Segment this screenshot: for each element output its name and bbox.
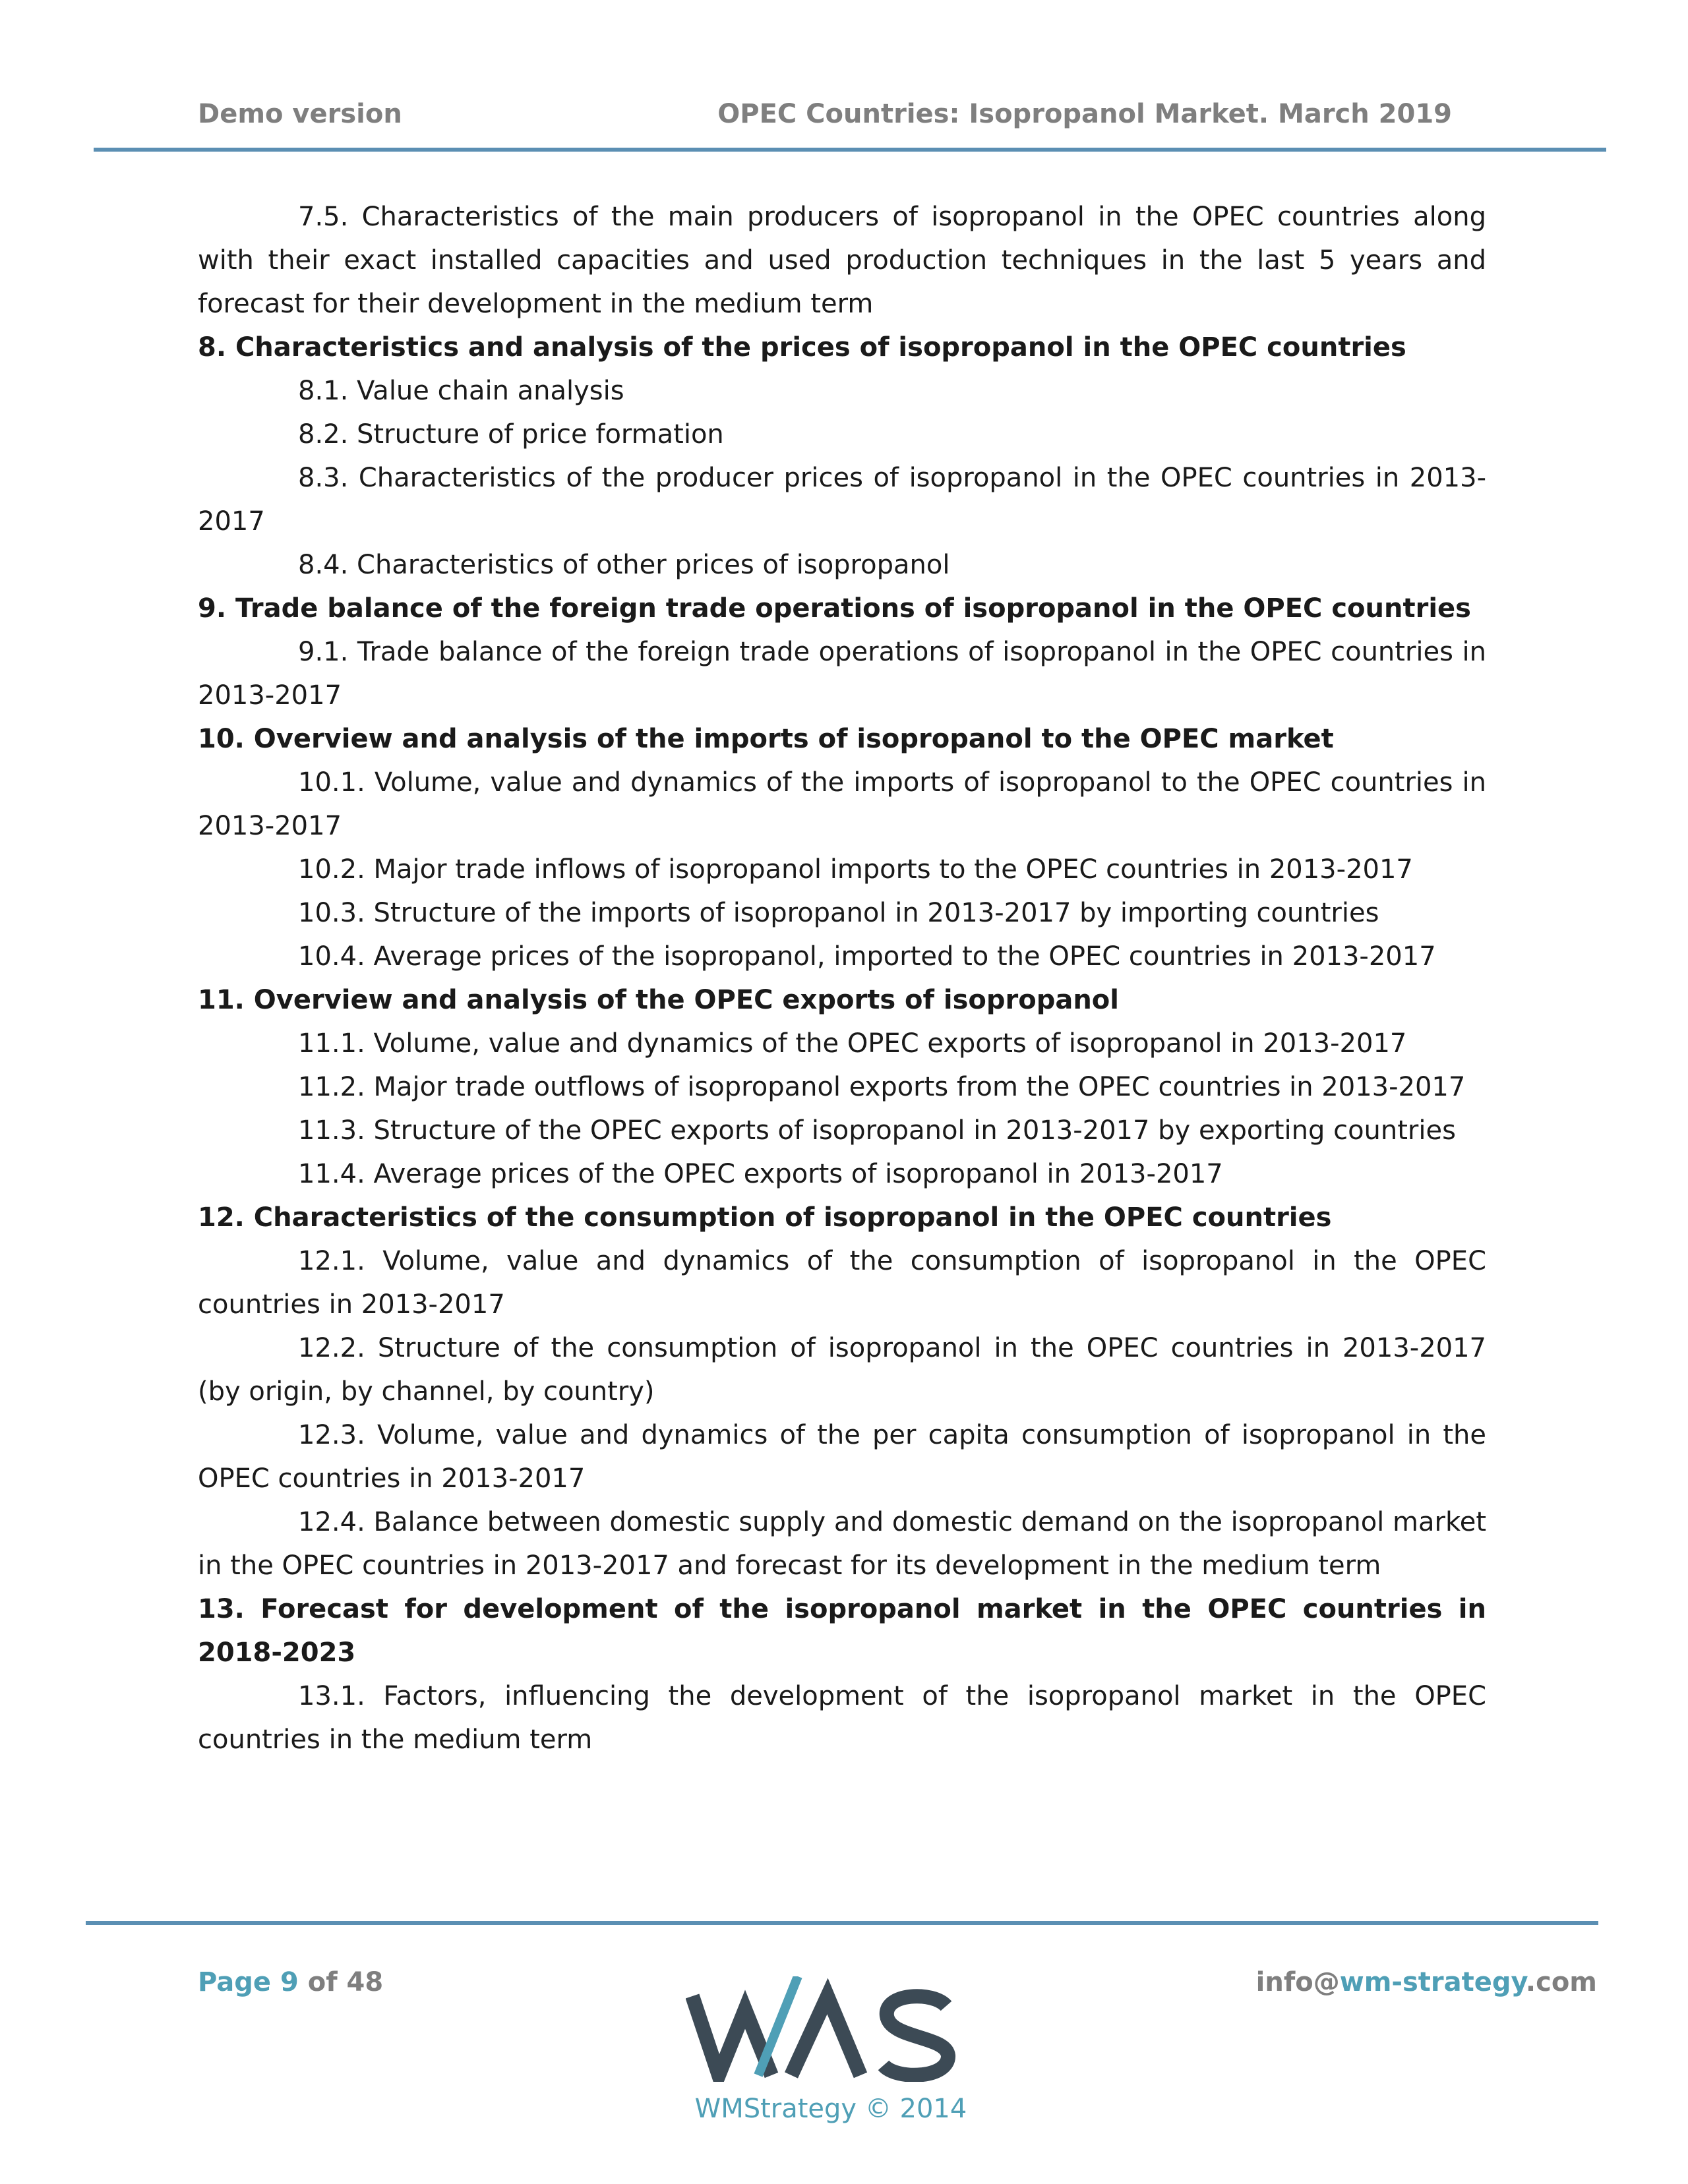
- toc-subsection-item: 11.2. Major trade outflows of isopropanol exports from the OPEC countries in 2013-2017: [298, 1072, 1466, 1102]
- page-number: Page 9 of 48: [198, 1967, 384, 1997]
- table-of-contents: [198, 195, 1486, 1761]
- toc-subsection-item: 11.3. Structure of the OPEC exports of isopropanol in 2013-2017 by exporting countries: [298, 1115, 1456, 1146]
- toc-subsection-item: 13.1. Factors, influencing the development of the isopropanol market in the OPEC countries in the medium term: [198, 1681, 1486, 1755]
- header-left: Demo version: [198, 99, 402, 129]
- toc-subsection-item: 7.5. Characteristics of the main producers of isopropanol in the OPEC countries along with their exact installed capacities and used production techniques in the last 5 years and forecast for their development in the medium term: [198, 202, 1486, 319]
- toc-subsection-item: 10.3. Structure of the imports of isopropanol in 2013-2017 by importing countries: [298, 898, 1379, 928]
- toc-section-heading: 8. Characteristics and analysis of the prices of isopropanol in the OPEC countries: [198, 332, 1406, 363]
- toc-subsection-item: 12.2. Structure of the consumption of isopropanol in the OPEC countries in 2013-2017 (by origin, by channel, by country): [198, 1333, 1486, 1407]
- header-title: OPEC Countries: Isopropanol Market. March 2019: [717, 99, 1452, 129]
- page-header: [198, 99, 1452, 129]
- toc-section-heading: 13. Forecast for development of the isopropanol market in the OPEC countries in 2018-2023: [198, 1594, 1486, 1668]
- toc-subsection-item: 11.1. Volume, value and dynamics of the OPEC exports of isopropanol in 2013-2017: [298, 1028, 1407, 1059]
- contact-email: info@wm-strategy.com: [1255, 1967, 1597, 1997]
- toc-subsection-item: 9.1. Trade balance of the foreign trade operations of isopropanol in the OPEC countries in 2013-2017: [198, 637, 1486, 711]
- toc-section-heading: 10. Overview and analysis of the imports of isopropanol to the OPEC market: [198, 724, 1334, 754]
- toc-subsection-item: 8.3. Characteristics of the producer prices of isopropanol in the OPEC countries in 2013-2017: [198, 463, 1486, 537]
- toc-subsection-item: 12.4. Balance between domestic supply and domestic demand on the isopropanol market in the OPEC countries in 2013-2017 and forecast for its development in the medium term: [198, 1507, 1486, 1581]
- toc-subsection-item: 12.1. Volume, value and dynamics of the consumption of isopropanol in the OPEC countries in 2013-2017: [198, 1246, 1486, 1320]
- toc-subsection-item: 10.4. Average prices of the isopropanol, imported to the OPEC countries in 2013-2017: [298, 941, 1436, 972]
- footer-rule: [86, 1921, 1598, 1925]
- toc-subsection-item: 10.2. Major trade inflows of isopropanol imports to the OPEC countries in 2013-2017: [298, 854, 1413, 885]
- toc-subsection-item: 8.4. Characteristics of other prices of isopropanol: [298, 550, 950, 580]
- toc-subsection-item: 8.2. Structure of price formation: [298, 419, 724, 450]
- header-rule: [94, 148, 1606, 152]
- wms-logo-icon: [686, 1976, 963, 2082]
- toc-subsection-item: 12.3. Volume, value and dynamics of the per capita consumption of isopropanol in the OPEC countries in 2013-2017: [198, 1420, 1486, 1494]
- toc-section-heading: 11. Overview and analysis of the OPEC exports of isopropanol: [198, 985, 1119, 1015]
- toc-section-heading: 12. Characteristics of the consumption of isopropanol in the OPEC countries: [198, 1202, 1332, 1233]
- copyright-text: WMStrategy © 2014: [694, 2094, 967, 2124]
- toc-subsection-item: 10.1. Volume, value and dynamics of the imports of isopropanol to the OPEC countries in 2013-2017: [198, 767, 1486, 841]
- toc-subsection-item: 11.4. Average prices of the OPEC exports of isopropanol in 2013-2017: [298, 1159, 1223, 1189]
- toc-subsection-item: 8.1. Value chain analysis: [298, 376, 624, 406]
- toc-section-heading: 9. Trade balance of the foreign trade operations of isopropanol in the OPEC countries: [198, 593, 1471, 624]
